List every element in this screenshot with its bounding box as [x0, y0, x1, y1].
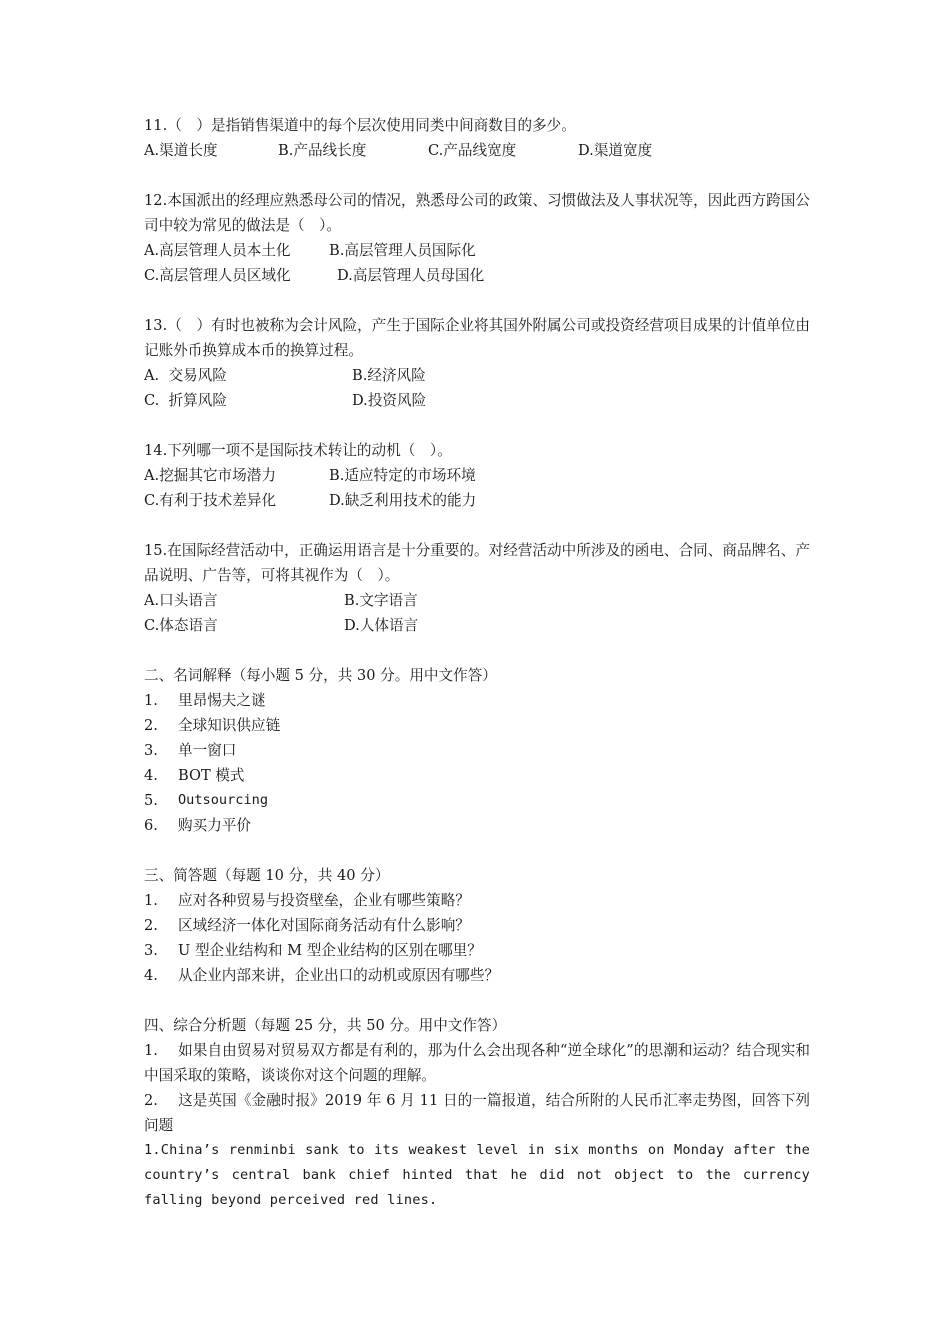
- list-item: [144, 888, 810, 913]
- question-stem: 11.（ ）是指销售渠道中的每个层次使用同类中间商数目的多少。: [144, 117, 576, 134]
- item-text: 单一窗口: [178, 742, 237, 759]
- item-text: 从企业内部来讲，企业出口的动机或原因有哪些？: [178, 967, 500, 984]
- option-c: C.有利于技术差异化: [144, 492, 277, 509]
- item-number: 4.: [144, 767, 158, 784]
- item-text: U 型企业结构和 M 型企业结构的区别在哪里？: [178, 942, 482, 959]
- question-14: [144, 438, 810, 513]
- list-item: [144, 688, 810, 713]
- list-item: [144, 1038, 810, 1088]
- item-number: 1.: [144, 892, 158, 909]
- option-a: A. 交易风险: [144, 367, 227, 384]
- option-b: B.文字语言: [344, 592, 418, 609]
- list-item: [144, 963, 810, 988]
- item-number: 2.: [144, 717, 158, 734]
- options-row: [144, 463, 810, 488]
- section-comprehensive-analysis: [144, 1013, 810, 1213]
- list-item: [144, 913, 810, 938]
- list-item: [144, 813, 810, 838]
- item-text: 购买力平价: [178, 817, 251, 834]
- item-number: 6.: [144, 817, 158, 834]
- options-row: [144, 238, 810, 263]
- list-item: [144, 938, 810, 963]
- section-title: 四、综合分析题（每题 25 分，共 50 分。用中文作答）: [144, 1017, 507, 1034]
- question-15: [144, 538, 810, 638]
- list-item: [144, 713, 810, 738]
- question-stem: 13.（ ）有时也被称为会计风险，产生于国际企业将其国外附属公司或投资经营项目成果的计值单位由记账外币换算成本币的换算过程。: [144, 317, 810, 359]
- item-number: 1.: [144, 1042, 158, 1059]
- section-term-definitions: [144, 663, 810, 838]
- item-number: 5.: [144, 792, 158, 809]
- option-c: C.高层管理人员区域化: [144, 267, 291, 284]
- item-text: 全球知识供应链: [178, 717, 281, 734]
- option-b: B.产品线长度: [278, 142, 367, 159]
- options-row: [144, 488, 810, 513]
- section-title: 二、名词解释（每小题 5 分，共 30 分。用中文作答）: [144, 667, 497, 684]
- exam-page: [144, 113, 810, 1238]
- option-b: B.经济风险: [352, 367, 426, 384]
- english-news-excerpt: 1.China’s renminbi sank to its weakest level in six months on Monday after the country’s central bank chief hinted that he did not object to the currency falling beyond perceived red lines.: [144, 1142, 810, 1208]
- item-text: 里昂惕夫之谜: [178, 692, 266, 709]
- options-row: [144, 613, 810, 638]
- question-12: [144, 188, 810, 288]
- option-d: D.人体语言: [344, 617, 419, 634]
- list-item: [144, 788, 810, 813]
- question-stem: 15.在国际经营活动中，正确运用语言是十分重要的。对经营活动中所涉及的函电、合同、商品牌名、产品说明、广告等，可将其视作为（ ）。: [144, 542, 810, 584]
- item-text: Outsourcing: [178, 792, 269, 808]
- item-text: [144, 1088, 810, 1138]
- option-c: C.产品线宽度: [428, 142, 517, 159]
- option-d: D.投资风险: [352, 392, 427, 409]
- item-number: 3.: [144, 942, 158, 959]
- item-text: [144, 1038, 810, 1088]
- options-row: [144, 263, 810, 288]
- option-a: A.挖掘其它市场潜力: [144, 467, 276, 484]
- item-body: 如果自由贸易对贸易双方都是有利的，那为什么会出现各种“逆全球化”的思潮和运动？结合现实和中国采取的策略，谈谈你对这个问题的理解。: [144, 1042, 810, 1084]
- option-b: B.高层管理人员国际化: [329, 242, 476, 259]
- option-c: C.体态语言: [144, 617, 218, 634]
- item-number: 2.: [144, 917, 158, 934]
- options-row: [144, 363, 810, 388]
- option-a: A.高层管理人员本土化: [144, 242, 291, 259]
- option-d: D.缺乏利用技术的能力: [329, 492, 477, 509]
- item-number: 2.: [144, 1092, 158, 1109]
- list-item: [144, 738, 810, 763]
- item-text: 应对各种贸易与投资壁垒，企业有哪些策略？: [178, 892, 470, 909]
- option-d: D.渠道宽度: [578, 142, 653, 159]
- option-a: A.渠道长度: [144, 142, 218, 159]
- item-number: 3.: [144, 742, 158, 759]
- item-text: BOT 模式: [178, 767, 245, 784]
- section-title: 三、简答题（每题 10 分，共 40 分）: [144, 867, 390, 884]
- options-row: [144, 388, 810, 413]
- option-a: A.口头语言: [144, 592, 218, 609]
- item-body: 这是英国《金融时报》2019 年 6 月 11 日的一篇报道，结合所附的人民币汇率走势图，回答下列问题: [144, 1092, 810, 1134]
- list-item: [144, 763, 810, 788]
- item-text: 区域经济一体化对国际商务活动有什么影响？: [178, 917, 470, 934]
- question-11: [144, 113, 810, 163]
- list-item: [144, 1088, 810, 1138]
- option-b: B.适应特定的市场环境: [329, 467, 476, 484]
- section-short-answer: [144, 863, 810, 988]
- option-d: D.高层管理人员母国化: [337, 267, 485, 284]
- question-13: [144, 313, 810, 413]
- options-row: [144, 138, 810, 163]
- option-c: C. 折算风险: [144, 392, 227, 409]
- item-number: 4.: [144, 967, 158, 984]
- question-stem: 12.本国派出的经理应熟悉母公司的情况，熟悉母公司的政策、习惯做法及人事状况等，因此西方跨国公司中较为常见的做法是（ ）。: [144, 192, 810, 234]
- options-row: [144, 588, 810, 613]
- question-stem: 14.下列哪一项不是国际技术转让的动机（ ）。: [144, 442, 452, 459]
- item-number: 1.: [144, 692, 158, 709]
